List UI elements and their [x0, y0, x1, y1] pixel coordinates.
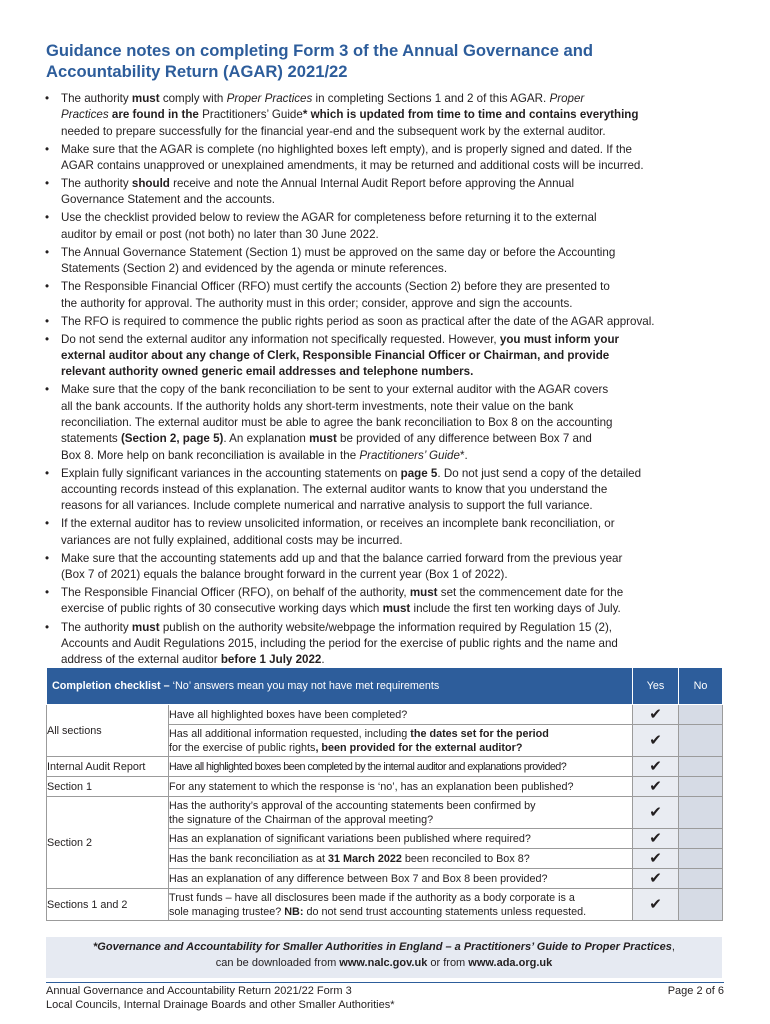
no-column-header: No — [679, 668, 723, 705]
bold-text: are found in the — [108, 108, 203, 122]
italic-text: Proper Practices — [226, 92, 313, 105]
no-checkbox[interactable] — [679, 725, 723, 757]
yes-checkbox[interactable] — [633, 849, 679, 869]
text-segment: publish on the authority website/webpage the information required by Regulation 15 (2), — [159, 620, 613, 634]
checklist-header-rest: ‘No’ answers mean you may not have met requirements — [169, 680, 440, 692]
text-segment: Explain fully significant variances in the accounting statements on — [61, 466, 401, 480]
check-mark-icon: ✔ — [649, 731, 662, 749]
note-or-text: or from — [427, 956, 469, 969]
checklist-question — [169, 889, 633, 921]
checklist-header-row — [47, 668, 723, 705]
text-segment: The RFO is required to commence the public rights period as soon as practical after the date of the AGAR approval. — [61, 314, 655, 328]
bullet-line — [61, 124, 729, 140]
bullet-line — [61, 245, 729, 261]
bullet-line — [61, 142, 729, 158]
yes-checkbox[interactable] — [633, 725, 679, 757]
bullet-line — [61, 332, 729, 348]
yes-checkbox[interactable] — [633, 889, 679, 921]
bullet-line — [61, 314, 729, 330]
bold-text: must — [309, 432, 337, 446]
checklist-question — [169, 725, 633, 757]
bold-text: must — [382, 602, 411, 616]
text-segment: all the bank accounts. If the authority holds any short-term investments, note their value on the bank — [61, 399, 574, 413]
text-segment: address of the external auditor — [61, 653, 221, 667]
checklist-section: Internal Audit Report — [47, 757, 169, 777]
text-segment: the signature of the Chairman of the approval meeting? — [169, 813, 434, 826]
text-segment: Have all highlighted boxes have been completed? — [169, 708, 408, 721]
bold-text: should — [131, 177, 170, 191]
text-segment: Accounts and Audit Regulations 2015, including the period for the exercise of public rights and the name and — [61, 636, 618, 650]
bold-text: must — [131, 92, 160, 105]
guidance-bullet — [44, 551, 729, 584]
no-checkbox[interactable] — [679, 869, 723, 889]
bullet-line — [61, 382, 729, 398]
bold-text: relevant authority owned generic email addresses and telephone numbers. — [61, 365, 474, 379]
text-segment: Trust funds – have all disclosures been made if the authority as a body corporate is a — [169, 891, 575, 904]
bold-text: must — [131, 620, 160, 634]
text-segment: (Box 7 of 2021) equals the balance brought forward in the current year (Box 1 of 2022). — [61, 568, 508, 582]
checklist-row — [47, 889, 723, 921]
no-checkbox[interactable] — [679, 777, 723, 797]
check-mark-icon: ✔ — [649, 777, 662, 795]
guidance-bullet — [44, 466, 729, 515]
text-segment: accounting records instead of this explanation. The external auditor wants to know that you understand the — [61, 483, 608, 496]
title-line-1: Guidance notes on completing Form 3 of the Annual Governance and — [46, 41, 594, 60]
text-segment: Has all additional information requested, including — [169, 727, 411, 740]
bullet-line — [61, 516, 729, 532]
text-segment: auditor by email or post (not both) no later than 30 June 2022. — [61, 227, 379, 241]
guidance-bullet — [44, 620, 729, 669]
bullet-line — [61, 448, 729, 464]
checklist-section: Section 2 — [47, 797, 169, 889]
text-segment: set the commencement date for the — [437, 586, 624, 600]
checklist-section: Section 1 — [47, 777, 169, 797]
text-segment: Make sure that the copy of the bank reconciliation to be sent to your external auditor with the AGAR covers — [61, 383, 609, 397]
text-segment: include the first ten working days of July. — [410, 602, 621, 616]
bullet-line — [61, 296, 729, 312]
bullet-line — [61, 415, 729, 431]
note-guide-title: *Governance and Accountability for Smaller Authorities in England – a Practitioners’ Guide to Proper Practices — [93, 941, 672, 953]
guidance-bullet — [44, 210, 729, 243]
guidance-bullet — [44, 245, 729, 278]
check-mark-icon: ✔ — [649, 849, 662, 867]
bold-text: * which is updated from time to time and contains everything — [302, 108, 639, 122]
check-mark-icon: ✔ — [649, 803, 662, 821]
checklist-question — [169, 797, 633, 829]
text-segment: . Do not just send a copy of the detailed — [437, 466, 642, 480]
bullet-line — [61, 498, 729, 514]
checklist-question — [169, 705, 633, 725]
checklist-section: All sections — [47, 705, 169, 757]
yes-checkbox[interactable] — [633, 797, 679, 829]
bullet-line — [61, 601, 729, 617]
bold-text: external auditor about any change of Clerk, Responsible Financial Officer or Chairman, and provide — [61, 349, 610, 363]
check-mark-icon: ✔ — [649, 757, 662, 775]
text-segment: needed to prepare successfully for the financial year-end and the subsequent work by the external auditor. — [61, 124, 606, 138]
bullet-line — [61, 364, 729, 380]
bullet-line — [61, 567, 729, 583]
text-segment: The Responsible Financial Officer (RFO), on behalf of the authority, — [61, 586, 410, 600]
bullet-line — [61, 192, 729, 208]
yes-checkbox[interactable] — [633, 869, 679, 889]
checklist-row — [47, 757, 723, 777]
bold-text: before 1 July 2022 — [220, 653, 322, 667]
page-number: Page 2 of 6 — [667, 985, 724, 997]
title-line-2: Accountability Return (AGAR) 2021/22 — [46, 62, 348, 81]
guidance-bullet — [44, 142, 729, 175]
italic-text: Proper — [549, 92, 585, 105]
text-segment: The authority — [61, 620, 132, 634]
guidance-list — [44, 91, 729, 670]
bold-text: must — [409, 586, 438, 600]
bullet-line — [61, 227, 729, 243]
text-segment: be provided of any difference between Box 7 and — [336, 432, 592, 446]
yes-checkbox[interactable] — [633, 829, 679, 849]
bold-text: , been provided for the external auditor? — [315, 741, 523, 754]
check-mark-icon: ✔ — [649, 869, 662, 887]
text-segment: Has the authority’s approval of the accounting statements been confirmed by — [169, 799, 536, 812]
nalc-link[interactable]: www.nalc.gov.uk — [339, 956, 428, 969]
text-segment: Practitioners’ Guide — [202, 108, 303, 122]
bold-text: NB: — [284, 905, 304, 918]
bullet-line — [61, 279, 729, 295]
bullet-line — [61, 176, 729, 192]
checklist-question — [169, 777, 633, 797]
yes-checkbox[interactable] — [633, 705, 679, 725]
no-checkbox[interactable] — [679, 829, 723, 849]
footer-authorities: Local Councils, Internal Drainage Boards and other Smaller Authorities* — [46, 999, 395, 1011]
bold-text: page 5 — [400, 466, 438, 480]
text-segment: The Responsible Financial Officer (RFO) must certify the accounts (Section 2) before they are presented to — [61, 280, 610, 294]
no-checkbox[interactable] — [679, 757, 723, 777]
guidance-bullet — [44, 314, 729, 330]
guidance-bullet — [44, 176, 729, 209]
text-segment: variances are not fully explained, additional costs may be incurred. — [61, 533, 403, 547]
bullet-line — [61, 585, 729, 601]
text-segment: Do not send the external auditor any information not specifically requested. However, — [61, 332, 500, 346]
text-segment: The Annual Governance Statement (Section 1) must be approved on the same day or before the Accounting — [61, 245, 616, 259]
footer-form-title: Annual Governance and Accountability Return 2021/22 Form 3 — [46, 985, 352, 997]
bullet-line — [61, 399, 729, 415]
note-download-text: can be downloaded from — [215, 956, 340, 969]
text-segment: Have all highlighted boxes been completed by the internal auditor and explanations provided? — [169, 760, 567, 773]
bullet-line — [61, 431, 729, 447]
bullet-line — [61, 533, 729, 549]
check-mark-icon: ✔ — [649, 705, 662, 723]
guidance-bullet — [44, 279, 729, 312]
page-footer — [46, 982, 724, 1012]
text-segment: The authority — [61, 177, 132, 191]
checklist-header — [47, 668, 633, 705]
bullet-line — [61, 636, 729, 652]
text-segment: Make sure that the accounting statements add up and that the balance carried forward from the previous year — [61, 551, 623, 565]
text-segment: Has an explanation of any difference between Box 7 and Box 8 been provided? — [169, 872, 548, 885]
yes-checkbox[interactable] — [633, 757, 679, 777]
guidance-bullet — [44, 91, 729, 140]
text-segment: Box 8. More help on bank reconciliation is available in the — [61, 448, 360, 462]
text-segment: Has the bank reconciliation as at — [169, 852, 329, 865]
bullet-line — [61, 620, 729, 636]
ada-link[interactable]: www.ada.org.uk — [468, 956, 553, 969]
bullet-line — [61, 107, 729, 123]
text-segment: for the exercise of public rights — [169, 741, 316, 754]
page-title — [46, 40, 736, 82]
checklist-question — [169, 869, 633, 889]
italic-text: Practitioners’ Guide — [359, 448, 460, 462]
checklist-section: Sections 1 and 2 — [47, 889, 169, 921]
text-segment: in completing Sections 1 and 2 of this AGAR. — [312, 92, 550, 105]
checklist-header-bold: Completion checklist – — [52, 680, 170, 692]
bullet-line — [61, 91, 729, 107]
completion-checklist — [46, 667, 723, 921]
checklist-row — [47, 797, 723, 829]
text-segment: do not send trust accounting statements unless requested. — [303, 905, 587, 918]
text-segment: If the external auditor has to review unsolicited information, or receives an incomplete bank reconciliation, or — [61, 517, 615, 531]
bullet-line — [61, 551, 729, 567]
check-mark-icon: ✔ — [649, 895, 662, 913]
text-segment: The authority — [61, 92, 132, 105]
no-checkbox[interactable] — [679, 797, 723, 829]
checklist-question — [169, 849, 633, 869]
text-segment: Governance Statement and the accounts. — [61, 193, 275, 207]
text-segment: been reconciled to Box 8? — [401, 852, 530, 865]
text-segment: reasons for all variances. Include complete numerical and narrative analysis to support the full variance. — [61, 499, 593, 513]
checklist-question — [169, 757, 633, 777]
checklist-row — [47, 705, 723, 725]
note-comma: , — [671, 941, 675, 953]
text-segment: For any statement to which the response is ‘no’, has an explanation been published? — [169, 780, 574, 793]
bullet-line — [61, 210, 729, 226]
text-segment: statements — [61, 432, 121, 446]
text-segment: sole managing trustee? — [169, 905, 285, 918]
yes-column-header: Yes — [633, 668, 679, 705]
text-segment: the authority for approval. The authority must in this order; consider, approve and sign the accounts. — [61, 296, 573, 310]
bullet-line — [61, 158, 729, 174]
text-segment: Statements (Section 2) and evidenced by the agenda or minute references. — [61, 262, 448, 276]
bold-text: 31 March 2022 — [328, 852, 402, 865]
bold-text: you must inform your — [499, 332, 620, 346]
bullet-line — [61, 652, 729, 668]
checklist-row — [47, 777, 723, 797]
bold-text: the dates set for the period — [410, 727, 549, 740]
text-segment: Use the checklist provided below to review the AGAR for completeness before returning it to the external — [61, 211, 597, 225]
no-checkbox[interactable] — [679, 705, 723, 725]
text-segment: Has an explanation of significant variations been published where required? — [169, 832, 531, 845]
text-segment: Make sure that the AGAR is complete (no highlighted boxes left empty), and is properly signed and dated. If the — [61, 142, 632, 156]
text-segment: AGAR contains unapproved or unexplained amendments, it may be returned and additional costs will be incurred. — [61, 158, 644, 172]
check-mark-icon: ✔ — [649, 829, 662, 847]
italic-text: Practices — [61, 108, 109, 122]
text-segment: exercise of public rights of 30 consecutive working days which — [61, 602, 383, 616]
yes-checkbox[interactable] — [633, 777, 679, 797]
guidance-bullet — [44, 585, 729, 618]
checklist-question — [169, 829, 633, 849]
text-segment: . An explanation — [223, 432, 310, 446]
bold-text: (Section 2, page 5) — [120, 432, 224, 446]
text-segment: . — [321, 653, 325, 667]
guidance-bullet — [44, 516, 729, 549]
text-segment: comply with — [159, 92, 227, 105]
guidance-bullet — [44, 382, 729, 463]
text-segment: reconciliation. The external auditor must be able to agree the bank reconciliation to Box 8 on the accounting — [61, 416, 613, 430]
guidance-bullet — [44, 332, 729, 381]
no-checkbox[interactable] — [679, 889, 723, 921]
bullet-line — [61, 261, 729, 277]
no-checkbox[interactable] — [679, 849, 723, 869]
practitioners-guide-note — [46, 937, 722, 978]
bullet-line — [61, 482, 729, 498]
bullet-line — [61, 466, 729, 482]
text-segment: *. — [459, 448, 468, 462]
bullet-line — [61, 348, 729, 364]
text-segment: receive and note the Annual Internal Audit Report before approving the Annual — [169, 177, 575, 191]
